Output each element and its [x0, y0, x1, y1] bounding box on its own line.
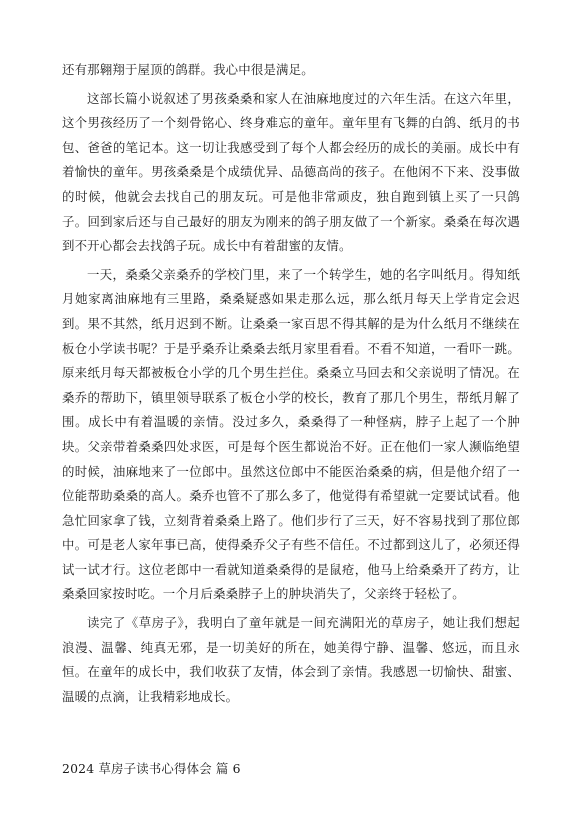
document-body [62, 58, 520, 709]
paragraph-story: 一天，桑桑父亲桑乔的学校门里，来了一个转学生，她的名字叫纸月。得知纸月她家离油麻地有三里路，桑桑疑惑如果走那么远，那么纸月每天上学肯定会迟到。果不其然，纸月迟到不断。让桑桑一家百思不得其解的是为什么纸月不继续在板仓小学读书呢？于是乎桑乔让桑桑去纸月家里看看。不看不知道，一看吓一跳。原来纸月每天都被板仓小学的几个男生拦住。桑桑立马回去和父亲说明了情况。在桑乔的帮助下，镇里领导联系了板仓小学的校长，教育了那几个男生，帮纸月解了围。成长中有着温暖的亲情。没过多久，桑桑得了一种怪病，脖子上起了一个肿块。父亲带着桑桑四处求医，可是每个医生都说治不好。正在他们一家人濒临绝望的时候，油麻地来了一位郎中。虽然这位郎中不能医治桑桑的病，但是他介绍了一位能帮助桑桑的高人。桑乔也管不了那么多了，他觉得有希望就一定要试试看。他急忙回家拿了钱，立刻背着桑桑上路了。他们步行了三天，好不容易找到了那位郎中。可是老人家年事已高，使得桑乔父子有些不信任。不过都到这儿了，必须还得试一试才行。这位老郎中一看就知道桑桑得的是鼠疮，他马上给桑桑开了药方，让桑桑回家按时吃。一个月后桑桑脖子上的肿块消失了，父亲终于轻松了。 [62, 266, 520, 602]
section-title: 2024 草房子读书心得体会 篇 6 [62, 761, 241, 776]
paragraph-summary: 这部长篇小说叙述了男孩桑桑和家人在油麻地度过的六年生活。在这六年里，这个男孩经历了一个刻骨铭心、终身难忘的童年。童年里有飞舞的白鸽、纸月的书包、爸爸的笔记本。这一切让我感受到了每个人都会经历的成长的美丽。成长中有着愉快的童年。男孩桑桑是个成绩优异、品德高尚的孩子。在他闲不下来、没事做的时候，他就会去找自己的朋友玩。可是他非常顽皮，独自跑到镇上买了一只鸽子。回到家后还与自己最好的朋友为刚来的鸽子朋友做了一个新家。桑桑在每次遇到不开心都会去找鸽子玩。成长中有着甜蜜的友情。 [62, 90, 520, 254]
paragraph-continuation: 还有那翱翔于屋顶的鸽群。我心中很是满足。 [62, 62, 314, 77]
paragraph-conclusion: 读完了《草房子》，我明白了童年就是一间充满阳光的草房子，她让我们想起浪漫、温馨、纯真无邪，是一切美好的所在，她美得宁静、温馨、悠远，而且永恒。在童年的成长中，我们收获了友情，体会到了亲情。我感恩一切愉快、甜蜜、温暖的点滴，让我精彩地成长。 [62, 615, 520, 704]
